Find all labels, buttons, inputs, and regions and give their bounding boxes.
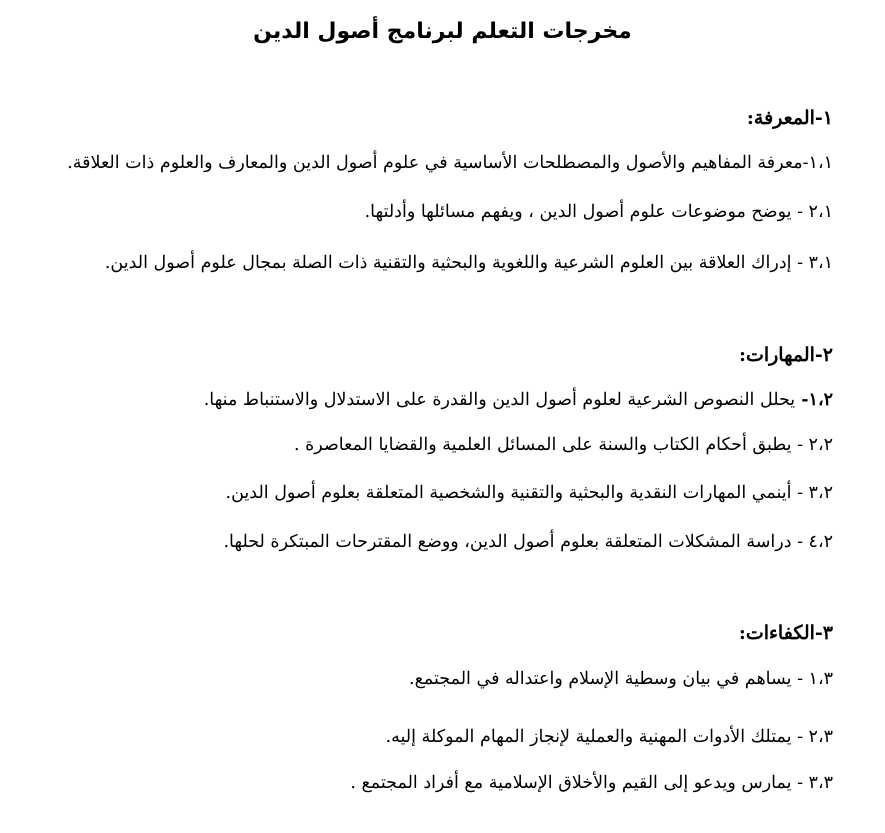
item-text: أينمي المهارات النقدية والبحثية والتقنية والشخصية المتعلقة بعلوم أصول الدين. xyxy=(225,483,792,503)
list-item xyxy=(386,722,833,752)
list-item xyxy=(204,385,833,415)
item-text: معرفة المفاهيم والأصول والمصطلحات الأساسية في علوم أصول الدين والمعارف والعلوم ذات العلاقة. xyxy=(67,153,803,173)
list-item xyxy=(365,197,833,227)
section-heading-skills: ٢-المهارات: xyxy=(738,344,833,366)
item-number: ٢،٣ - xyxy=(791,727,833,747)
list-item xyxy=(294,430,833,460)
list-item xyxy=(223,527,833,557)
list-item xyxy=(350,768,833,798)
item-number: ١،١- xyxy=(802,153,833,173)
item-text: يمتلك الأدوات المهنية والعملية لإنجاز المهام الموكلة إليه. xyxy=(385,727,792,747)
item-number: ٤،٢ - xyxy=(791,532,833,552)
item-number: ١،٣ - xyxy=(791,669,833,689)
section-heading-knowledge: ١-المعرفة: xyxy=(746,107,833,129)
item-text: يطبق أحكام الكتاب والسنة على المسائل العلمية والقضايا المعاصرة . xyxy=(294,435,792,455)
item-number: ٢،٢ - xyxy=(791,435,833,455)
list-item xyxy=(67,148,833,178)
list-item xyxy=(226,478,833,508)
item-text: يحلل النصوص الشرعية لعلوم أصول الدين والقدرة على الاستدلال والاستنباط منها. xyxy=(203,390,796,410)
section-heading-competencies: ٣-الكفاءات: xyxy=(738,622,833,644)
list-item xyxy=(105,248,833,278)
item-number: ٣،١ - xyxy=(791,253,833,273)
item-text: يمارس ويدعو إلى القيم والأخلاق الإسلامية مع أفراد المجتمع . xyxy=(350,773,792,793)
item-number: ٢،١ - xyxy=(791,202,833,222)
list-item xyxy=(409,664,833,694)
item-text: إدراك العلاقة بين العلوم الشرعية واللغوية والبحثية والتقنية ذات الصلة بمجال علوم أصول الدين. xyxy=(104,253,792,273)
item-number: ٣،٣ - xyxy=(791,773,833,793)
item-number: ٣،٢ - xyxy=(791,483,833,503)
item-text: يساهم في بيان وسطية الإسلام واعتداله في المجتمع. xyxy=(409,669,792,689)
item-text: يوضح موضوعات علوم أصول الدين ، ويفهم مسائلها وأدلتها. xyxy=(364,202,792,222)
document-title: مخرجات التعلم لبرنامج أصول الدين xyxy=(253,19,632,44)
item-number: ١،٢- xyxy=(795,390,833,410)
item-text: دراسة المشكلات المتعلقة بعلوم أصول الدين، ووضع المقترحات المبتكرة لحلها. xyxy=(223,532,792,552)
